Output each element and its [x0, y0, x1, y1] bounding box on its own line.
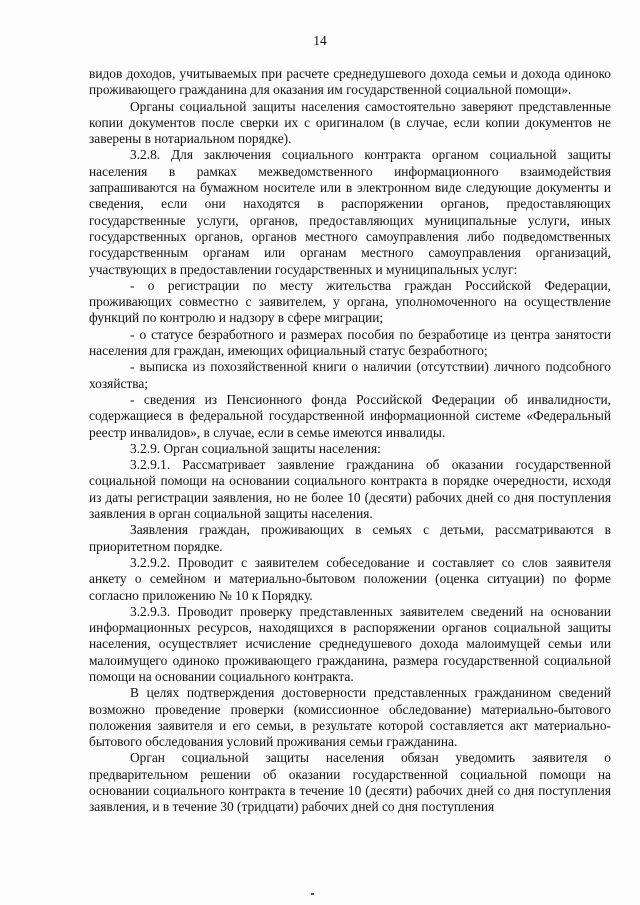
list-item-unemployment: - о статусе безработного и размерах пособия по безработице из центра занятости населения для граждан, имеющих официальный статус безработного;: [89, 326, 611, 359]
paragraph-3-2-8: 3.2.8. Для заключения социального контракта органом социальной защиты населения в рамках межведомственного информационного взаимодействия запрашиваются на бумажном носителе или в электронном виде следующие документы и сведения, если они находятся в распоряжении органов, предоставляющих государственные услуги, органов, предоставляющих муниципальные услуги, иных государственных органов, органов местного самоуправления либо подведомственных государственным органам или органам местного самоуправления организаций, участвующих в предоставлении государственных и муниципальных услуг:: [89, 147, 611, 277]
page-number: 14: [313, 33, 327, 48]
document-body: [89, 66, 611, 816]
scan-artifact: [311, 893, 314, 895]
paragraph-3-2-9-3: 3.2.9.3. Проводит проверку представленных заявителем сведений на основании информационных ресурсов, находящихся в распоряжении органов социальной защиты населения, осуществляет исчисление среднедушевого дохода малоимущей семьи или малоимущего одиноко проживающего гражданина, размера государственной социальной помощи на основании социального контракта.: [89, 603, 611, 684]
paragraph-3-2-9-1: 3.2.9.1. Рассматривает заявление гражданина об оказании государственной социальной помощи на основании социального контракта в порядке очередности, исходя из даты регистрации заявления, но не более 10 (десяти) рабочих дней со дня поступления заявления в орган социальной защиты населения.: [89, 457, 611, 522]
list-item-registration: - о регистрации по месту жительства граждан Российской Федерации, проживающих совместно с заявителем, у органа, уполномоченного на осуществление функций по контролю и надзору в сфере миграции;: [89, 277, 611, 326]
paragraph-copies-certification: Органы социальной защиты населения самостоятельно заверяют представленные копии документов после сверки их с оригиналом (в случае, если копии документов не заверены в нотариальном порядке).: [89, 98, 611, 147]
paragraph-3-2-9: 3.2.9. Орган социальной защиты населения:: [130, 440, 381, 456]
paragraph-continuation: видов доходов, учитываемых при расчете среднедушевого дохода семьи и дохода одиноко проживающего гражданина для оказания им государственной социальной помощи».: [89, 66, 611, 98]
paragraph-3-2-9-2: 3.2.9.2. Проводит с заявителем собеседование и составляет со слов заявителя анкету о семейном и материально-бытовом положении (оценка ситуации) по форме согласно приложению № 10 к Порядку.: [89, 554, 611, 603]
paragraph-priority-families: Заявления граждан, проживающих в семьях с детьми, рассматриваются в приоритетном порядке.: [89, 522, 611, 554]
paragraph-notification: Орган социальной защиты населения обязан уведомить заявителя о предварительном решении об оказании государственной социальной помощи на основании социального контракта в течение 10 (десяти) рабочих дней со дня поступления заявления, и в течение 30 (тридцати) рабочих дней со дня поступления: [89, 750, 611, 815]
list-item-disability: - сведения из Пенсионного фонда Российской Федерации об инвалидности, содержащиеся в федеральной государственной информационной системе «Федеральный реестр инвалидов», в случае, если в семье имеются инвалиды.: [89, 391, 611, 440]
list-item-household-book: - выписка из похозяйственной книги о наличии (отсутствии) личного подсобного хозяйства;: [89, 359, 611, 391]
paragraph-verification: В целях подтверждения достоверности представленных гражданином сведений возможно проведение проверки (комиссионное обследование) материально-бытового положения заявителя и его семьи, в результате которой составляется акт материально-бытового обследования условий проживания семьи гражданина.: [89, 685, 611, 750]
